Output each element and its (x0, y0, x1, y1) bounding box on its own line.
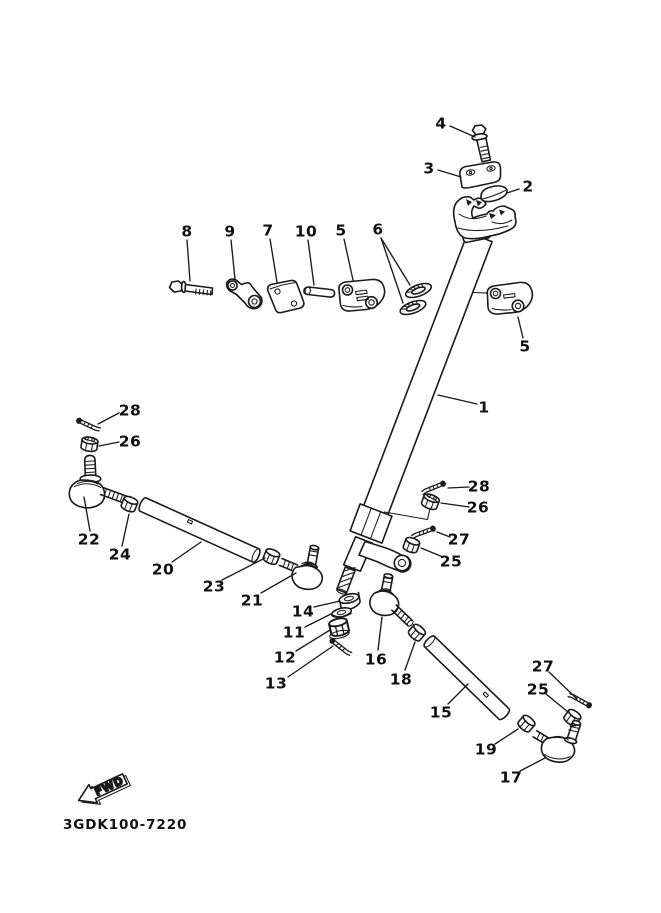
callout-label-28: 28 (467, 477, 491, 496)
callout-leader-15 (448, 684, 468, 704)
callout-label-19: 19 (474, 740, 498, 759)
callout-leader-28 (448, 487, 469, 488)
callout-label-25: 25 (439, 552, 463, 571)
callout-label-18: 18 (389, 670, 413, 689)
callout-label-5: 5 (519, 337, 531, 356)
callout-leader-17 (520, 758, 545, 771)
callout-label-23: 23 (202, 577, 226, 596)
callout-label-26: 26 (118, 432, 142, 451)
callout-label-14: 14 (291, 602, 315, 621)
callout-leader-25 (546, 694, 568, 712)
callout-label-26: 26 (466, 498, 490, 517)
callout-label-27: 27 (447, 530, 471, 549)
callout-label-15: 15 (429, 703, 453, 722)
joint-plate (268, 280, 304, 312)
callout-label-17: 17 (499, 768, 523, 787)
callout-leader-8 (187, 240, 190, 281)
callout-leader-18 (405, 642, 415, 670)
callout-leader-20 (172, 542, 201, 562)
nut-25-mid (402, 536, 420, 554)
callout-label-5: 5 (335, 221, 347, 240)
steering-head-casting (454, 197, 516, 243)
callout-leader-10 (308, 240, 314, 285)
callout-leader-5 (518, 317, 523, 338)
callout-leader-5 (344, 239, 353, 280)
stem-collar-14 (338, 592, 360, 610)
callout-label-4: 4 (435, 114, 447, 133)
handlebar-clamp-left (339, 279, 385, 311)
callout-leader-21 (261, 573, 296, 593)
handlebar-lower-insert (481, 186, 507, 202)
rod-end-locknut-19 (516, 714, 536, 734)
rod-end-locknut-24 (120, 495, 139, 514)
callout-label-22: 22 (77, 530, 101, 549)
callout-leader-24 (122, 514, 129, 546)
callout-label-28: 28 (118, 401, 142, 420)
cotter-pin-28-left (75, 417, 101, 433)
callout-label-13: 13 (264, 674, 288, 693)
wave-washer-11 (331, 606, 352, 619)
callout-leader-1 (438, 395, 477, 404)
callout-label-1: 1 (478, 398, 490, 417)
tie-rod-end-16 (370, 573, 414, 627)
tie-rod-left-20 (139, 498, 262, 564)
hex-bolt (170, 281, 213, 295)
callout-label-20: 20 (151, 560, 175, 579)
callout-label-24: 24 (108, 545, 132, 564)
callout-leader-6 (381, 238, 410, 285)
tie-rod-end-21 (279, 545, 322, 589)
callout-leader-7 (270, 239, 277, 282)
fwd-label: FWD (92, 774, 126, 799)
cotter-pin-28-right (421, 480, 447, 495)
lock-washers (398, 281, 433, 318)
callout-leader-19 (495, 729, 518, 744)
fwd-direction-badge (74, 769, 132, 812)
footer-part-code: 3GDK100-7220 (63, 817, 188, 833)
callout-leader-2 (507, 189, 519, 193)
handlebar-clamp-cap (460, 162, 501, 188)
callout-label-10: 10 (294, 222, 318, 241)
callout-label-16: 16 (364, 650, 388, 669)
callout-label-12: 12 (273, 648, 297, 667)
callout-leader-26 (441, 503, 469, 507)
pivot-pin (304, 287, 335, 297)
callout-label-7: 7 (262, 221, 274, 240)
flange-nut-12 (328, 617, 350, 640)
callout-leader-14 (314, 601, 340, 607)
callout-leader-3 (438, 170, 461, 177)
callout-leader-28 (98, 413, 119, 424)
callout-label-25: 25 (526, 680, 550, 699)
callout-label-2: 2 (522, 177, 534, 196)
handlebar-clamp-right (474, 282, 532, 314)
callout-label-11: 11 (282, 623, 306, 642)
castle-nut-26-left (81, 436, 99, 452)
cotter-pin-27-mid (411, 525, 437, 540)
relay-arm (227, 279, 262, 309)
callout-label-21: 21 (240, 591, 264, 610)
callout-leader-4 (450, 126, 475, 137)
callout-leader-27 (549, 672, 577, 699)
callout-label-27: 27 (531, 657, 555, 676)
flange-bolt (472, 125, 491, 162)
rod-end-locknut-23 (262, 547, 281, 566)
callout-label-9: 9 (224, 222, 236, 241)
callout-leader-26 (99, 442, 119, 446)
callout-label-3: 3 (423, 159, 435, 178)
callout-leader-23 (222, 558, 265, 580)
callout-leader-16 (378, 617, 382, 650)
callout-label-6: 6 (372, 220, 384, 239)
callout-leader-9 (231, 240, 235, 279)
callout-label-8: 8 (181, 222, 193, 241)
